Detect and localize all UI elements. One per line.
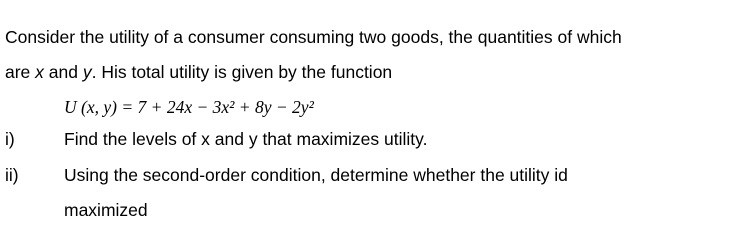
intro-line-2: [5, 61, 392, 83]
intro-line-2-post: . His total utility is given by the function: [91, 62, 393, 82]
variable-x: x: [35, 62, 44, 82]
question-1-text: Find the levels of x and y that maximizes utility.: [64, 129, 428, 149]
question-2-text-line-1: Using the second-order condition, determine whether the utility id: [64, 165, 568, 185]
utility-formula: U (x, y) = 7 + 24x − 3x² + 8y − 2y²: [64, 97, 314, 117]
intro-line-2-pre: are: [5, 62, 36, 82]
question-marker-1: i): [5, 129, 15, 149]
variable-y: y: [82, 62, 92, 82]
intro-line-1: Consider the utility of a consumer consuming two goods, the quantities of which: [5, 27, 622, 47]
question-marker-2: ii): [5, 165, 19, 185]
question-2-text-line-2: maximized: [64, 200, 148, 220]
intro-line-2-mid: and: [43, 62, 83, 82]
